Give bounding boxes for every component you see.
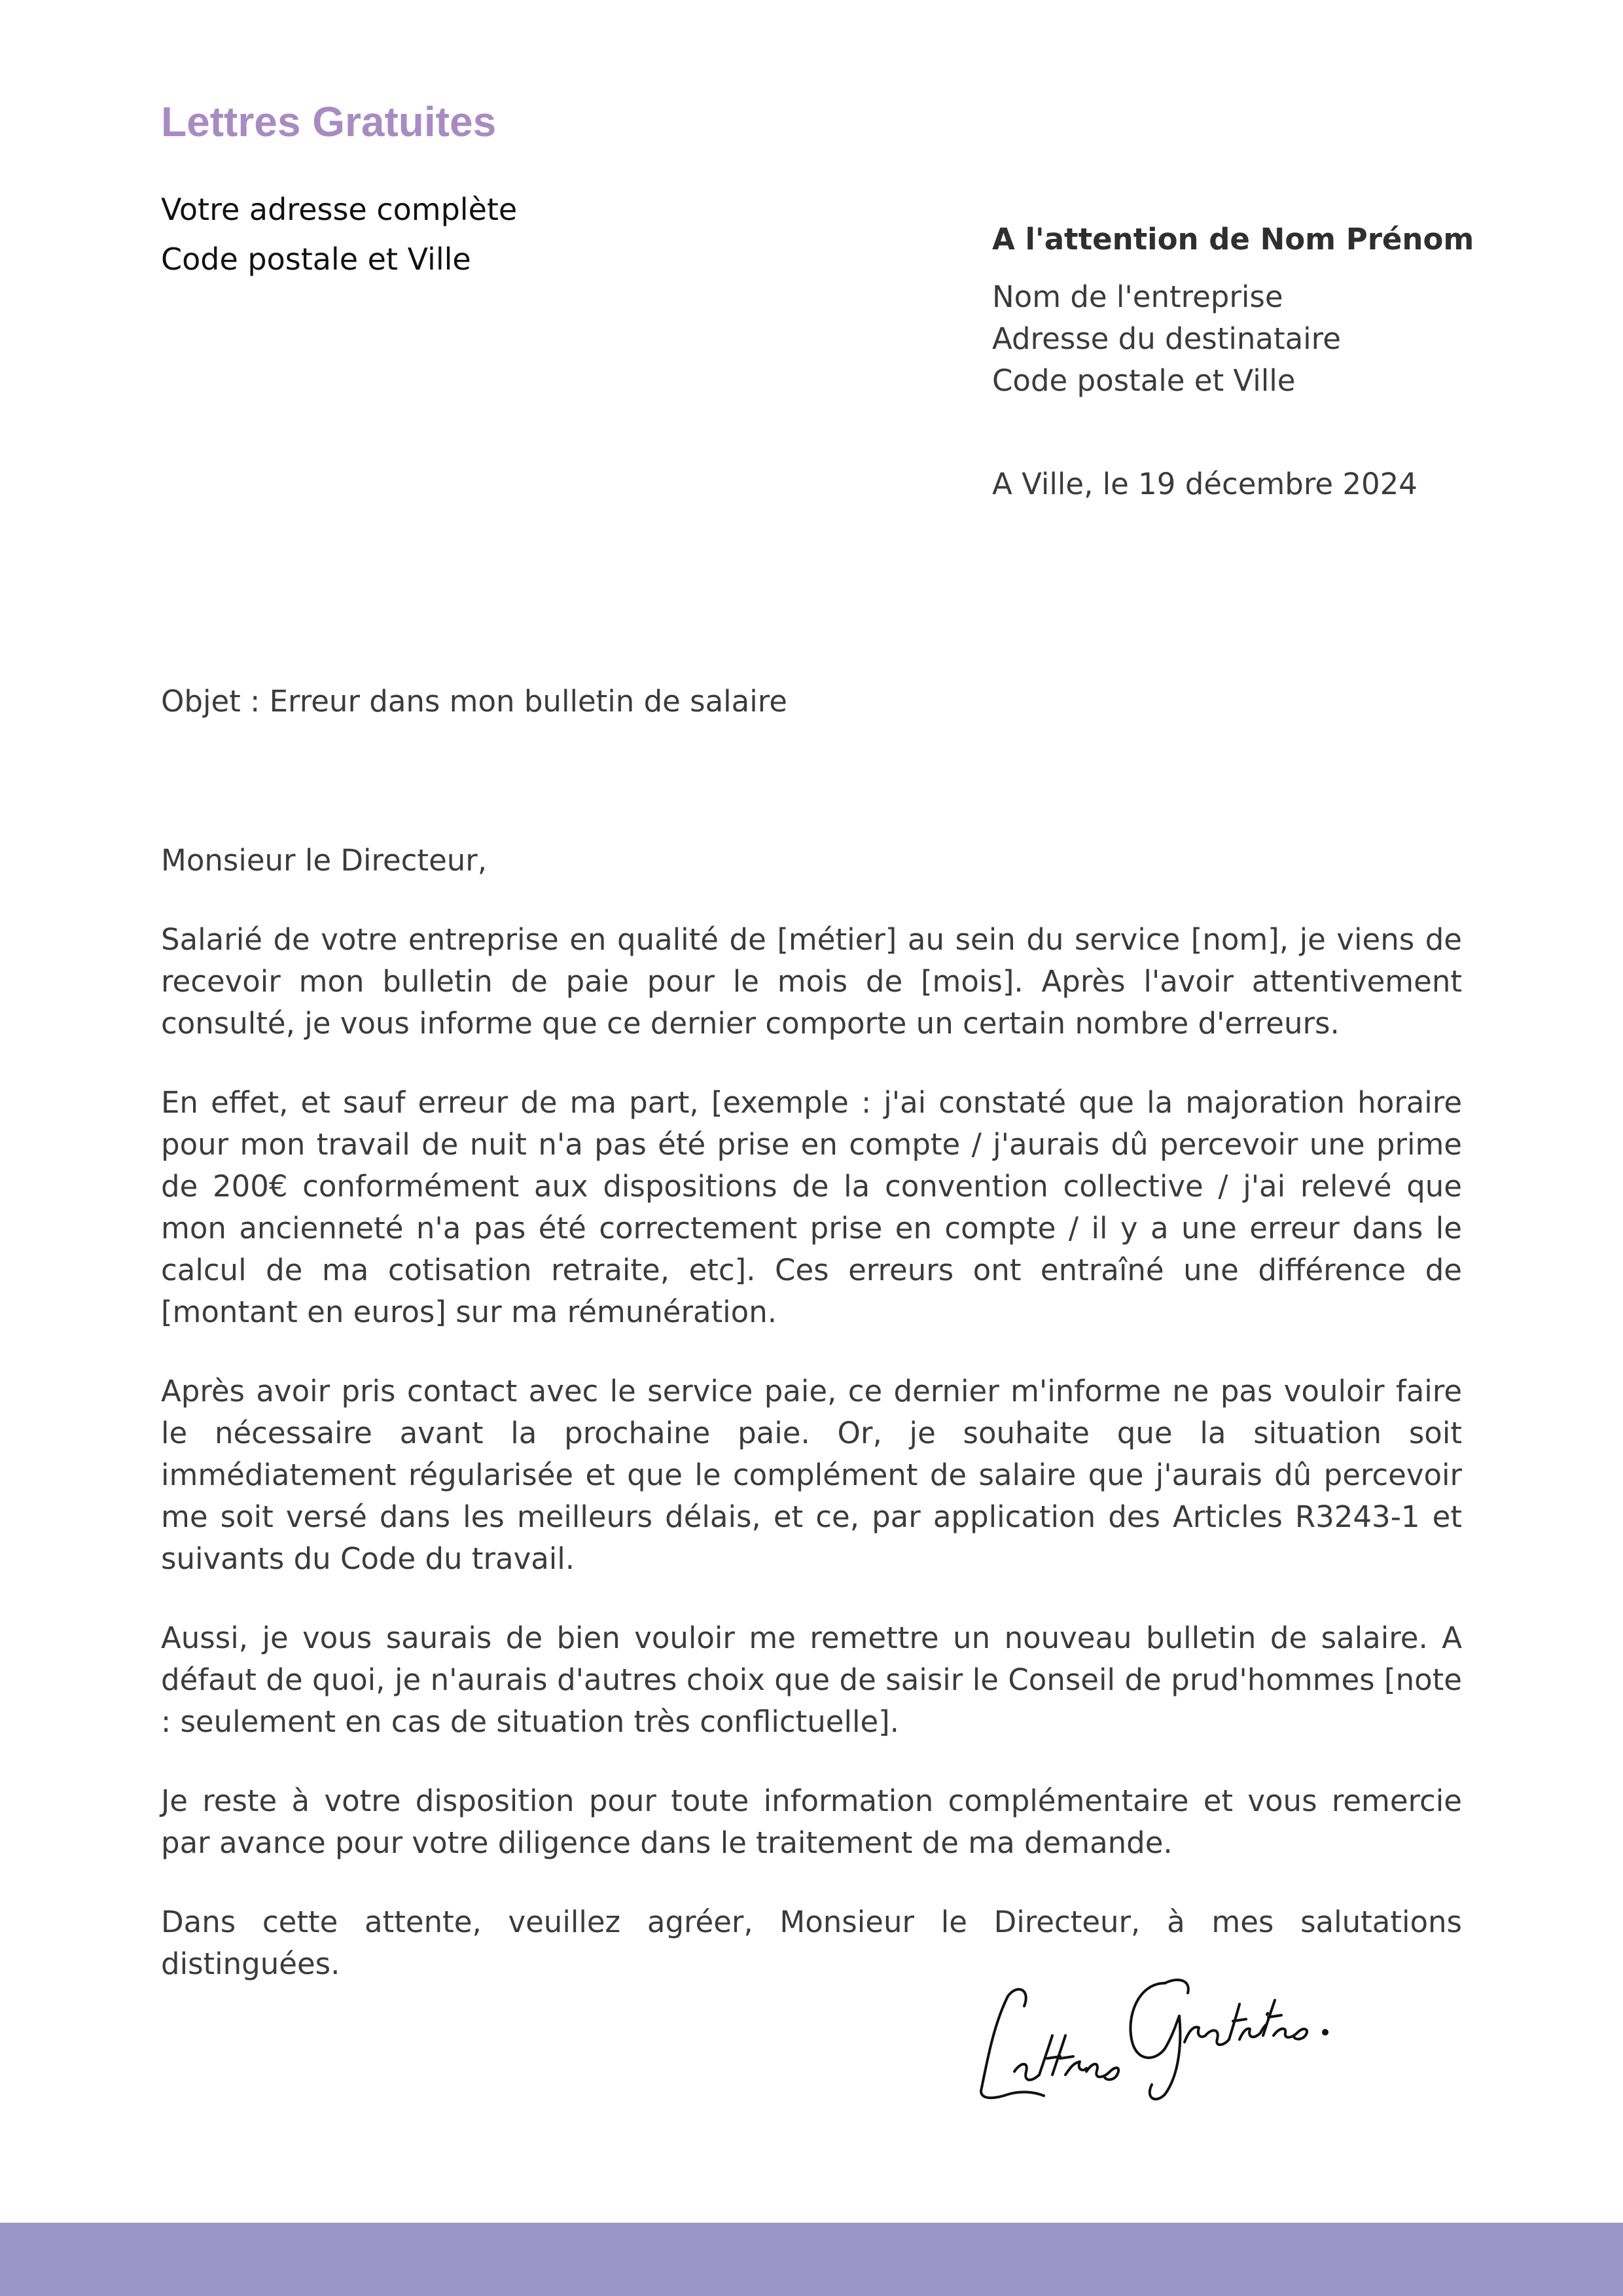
letter-paragraph: Aussi, je vous saurais de bien vouloir me remettre un nouveau bulletin de salaire. A défaut de quoi, je n'aurais d'autres choix que de saisir le Conseil de prud'hommes [note : seulement en cas de situation très conflictuelle]. [161,1621,1462,1739]
letter-subject: Objet : Erreur dans mon bulletin de salaire [161,684,787,719]
letter-closing: Dans cette attente, veuillez agréer, Monsieur le Directeur, à mes salutations distinguées. [161,1905,1462,1981]
letter-paragraph: En effet, et sauf erreur de ma part, [exemple : j'ai constaté que la majoration horaire pour mon travail de nuit n'a pas été prise en compte / j'aurais dû percevoir une prime de 200€ conformément aux dispositions de la convention collective / j'ai relevé que mon ancienneté n'a pas été correctement prise en compte / il y a une erreur dans le calcul de ma cotisation retraite, etc]. Ces erreurs ont entraîné une différence de [montant en euros] sur ma rémunération. [161,1085,1462,1329]
sender-address-line: Votre adresse complète [161,192,518,227]
letter-paragraph: Salarié de votre entreprise en qualité de [métier] au sein du service [nom], je viens de recevoir mon bulletin de paie pour le mois de [mois]. Après l'avoir attentivement consulté, je vous informe que ce dernier comporte un certain nombre d'erreurs. [161,922,1462,1041]
letter-paragraph: Je reste à votre disposition pour toute information complémentaire et vous remercie par avance pour votre diligence dans le traitement de ma demande. [161,1784,1462,1860]
letter-date: A Ville, le 19 décembre 2024 [992,467,1418,501]
brand-title: Lettres Gratuites [161,98,497,145]
sender-city-line: Code postale et Ville [161,242,471,277]
signature-text: Lettres Gratuites. [969,1944,974,1945]
recipient-address: Adresse du destinataire [992,321,1341,356]
handwritten-signature [969,1944,1361,2114]
letter-paragraph: Après avoir pris contact avec le service paie, ce dernier m'informe ne pas vouloir faire le nécessaire avant la prochaine paie. Or, je souhaite que la situation soit immédiatement régularisée et que le complément de salaire que j'aurais dû percevoir me soit versé dans les meilleurs délais, et ce, par application des Articles R3243-1 et suivants du Code du travail. [161,1374,1462,1576]
recipient-block [992,219,1474,402]
letter-body [161,840,1462,2022]
sender-address [161,185,517,284]
letter-salutation: Monsieur le Directeur, [161,843,488,878]
recipient-attention: A l'attention de Nom Prénom [992,222,1474,257]
recipient-city: Code postale et Ville [992,363,1296,398]
footer-bar [0,2223,1623,2296]
recipient-company: Nom de l'entreprise [992,279,1283,314]
